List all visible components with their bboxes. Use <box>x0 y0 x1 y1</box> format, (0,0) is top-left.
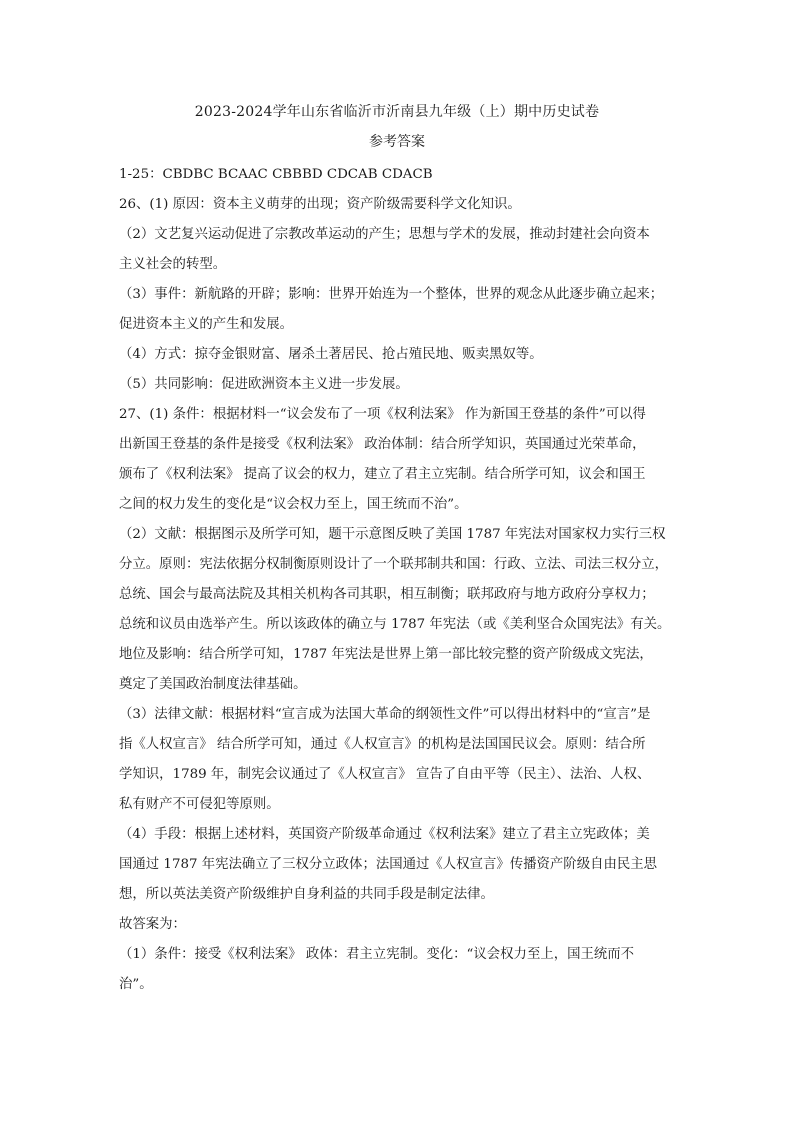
answer-line: 出新国王登基的条件是接受《权利法案》 政治体制：结合所学知识，英国通过光荣革命， <box>119 437 646 452</box>
answer-line: 分立。原则：宪法依据分权制衡原则设计了一个联邦制共和国：行政、立法、司法三权分立， <box>119 557 669 572</box>
answer-line: 26、(1) 原因：资本主义萌芽的出现；资产阶级需要科学文化知识。 <box>119 197 521 212</box>
answer-line: 27、(1) 条件：根据材料一“议会发布了一项《权利法案》 作为新国王登基的条件”可以得 <box>119 407 646 422</box>
answer-line: 之间的权力发生的变化是“议会权力至上，国王统而不治”。 <box>119 497 468 512</box>
answer-line: 促进资本主义的产生和发展。 <box>119 317 294 332</box>
answer-line: 主义社会的转型。 <box>119 257 227 272</box>
answer-line: 私有财产不可侵犯等原则。 <box>119 797 280 812</box>
answer-line: 治”。 <box>119 977 153 992</box>
answer-line: （3）事件：新航路的开辟；影响：世界开始连为一个整体，世界的观念从此逐步确立起来； <box>119 287 664 302</box>
answer-line: 总统、国会与最高法院及其相关机构各司其职，相互制衡；联邦政府与地方政府分享权力； <box>119 587 655 602</box>
answer-line: （2）文艺复兴运动促进了宗教改革运动的产生；思想与学术的发展，推动封建社会向资本 <box>119 227 650 242</box>
answer-line: 地位及影响：结合所学可知，1787 年宪法是世界上第一部比较完整的资产阶级成文宪法， <box>119 647 653 662</box>
answer-line: （5）共同影响：促进欧洲资本主义进一步发展。 <box>119 377 409 392</box>
answer-line: 1-25：CBDBC BCAAC CBBBD CDCAB CDACB <box>119 167 433 182</box>
answer-line: 想，所以英法美资产阶级维护自身利益的共同手段是制定法律。 <box>119 887 494 902</box>
answer-line: 颁布了《权利法案》 提高了议会的权力，建立了君主立宪制。结合所学可知，议会和国王 <box>119 467 646 482</box>
answer-line: （4）方式：掠夺金银财富、屠杀土著居民、抢占殖民地、贩卖黑奴等。 <box>119 347 543 362</box>
answer-body <box>119 164 685 1004</box>
answer-line: 国通过 1787 年宪法确立了三权分立政体；法国通过《人权宣言》传播资产阶级自由民主思 <box>119 857 658 872</box>
answer-line: （1）条件：接受《权利法案》 政体：君主立宪制。变化：“议会权力至上，国王统而不 <box>119 947 635 962</box>
answer-line: （4）手段：根据上述材料，英国资产阶级革命通过《权利法案》建立了君主立宪政体；美 <box>119 827 650 842</box>
answer-line: 指《人权宣言》 结合所学可知，通过《人权宣言》的机构是法国国民议会。原则：结合所 <box>119 737 646 752</box>
document-subtitle: 参考答案 <box>369 134 425 150</box>
answer-line: 故答案为： <box>119 917 186 932</box>
answer-line: 奠定了美国政治制度法律基础。 <box>119 677 307 692</box>
answer-line: （2）文献：根据图示及所学可知，题干示意图反映了美国 1787 年宪法对国家权力实行三权 <box>119 527 666 542</box>
document-title: 2023-2024学年山东省临沂市沂南县九年级（上）期中历史试卷 <box>194 104 600 120</box>
answer-line: 学知识，1789 年，制宪会议通过了《人权宣言》 宣告了自由平等（民主）、法治、人权、 <box>119 767 651 782</box>
answer-line: （3）法律文献：根据材料“宣言成为法国大革命的纲领性文件”可以得出材料中的“宣言”是 <box>119 707 651 722</box>
answer-line: 总统和议员由选举产生。所以该政体的确立与 1787 年宪法（或《美利坚合众国宪法》有关。 <box>119 617 671 632</box>
